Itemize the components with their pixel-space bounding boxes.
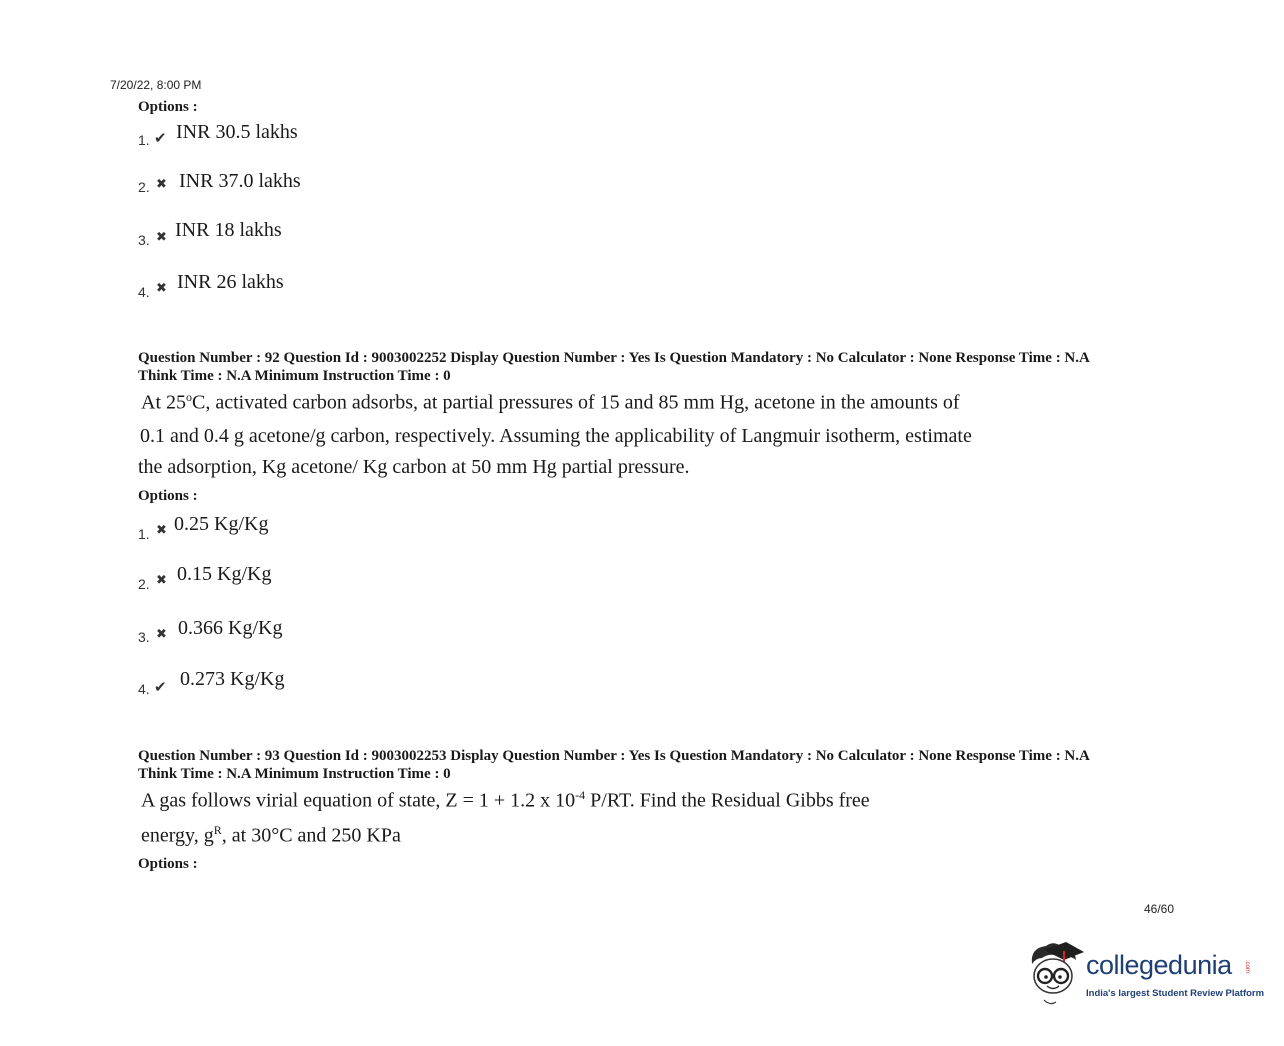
option-number: 4.: [138, 681, 150, 697]
cross-icon: ✖: [156, 177, 167, 192]
cross-icon: ✖: [156, 230, 167, 245]
question-meta-line: Think Time : N.A Minimum Instruction Time : 0: [138, 368, 451, 384]
option-number: 1.: [138, 132, 150, 148]
print-timestamp: 7/20/22, 8:00 PM: [110, 78, 202, 92]
option-text: INR 18 lakhs: [175, 219, 282, 241]
option-number: 3.: [138, 629, 150, 645]
question-text-line: At 25$^o$C, activated carbon adsorbs, at partial pressures of 15 and 85 mm Hg, acetone in the amounts of: [141, 390, 960, 414]
cross-icon: ✖: [156, 627, 167, 642]
option-number: 1.: [138, 526, 150, 542]
option-text: 0.273 Kg/Kg: [180, 668, 285, 690]
question-meta-line: Question Number : 93 Question Id : 9003002253 Display Question Number : Yes Is Question Mandatory : No Calculator : None Response Time : N.A: [138, 748, 1090, 764]
cross-icon: ✖: [156, 523, 167, 538]
option-number: 3.: [138, 232, 150, 248]
options-label: Options :: [138, 856, 198, 872]
logo-wordmark: collegedunia: [1086, 950, 1232, 980]
logo-com-suffix: .com: [1244, 960, 1250, 974]
question-meta-line: Question Number : 92 Question Id : 9003002252 Display Question Number : Yes Is Question Mandatory : No Calculator : None Response Time : N.A: [138, 350, 1090, 366]
collegedunia-logo: [1026, 938, 1265, 1010]
question-text-line: the adsorption, Kg acetone/ Kg carbon at 50 mm Hg partial pressure.: [138, 456, 690, 478]
page-number: 46/60: [1144, 902, 1175, 916]
mascot-icon: [1026, 938, 1086, 1010]
option-text: INR 30.5 lakhs: [176, 121, 298, 143]
option-text: 0.366 Kg/Kg: [178, 617, 283, 639]
cross-icon: ✖: [156, 573, 167, 588]
option-text: INR 26 lakhs: [177, 271, 284, 293]
check-icon: ✔: [154, 678, 167, 696]
option-number: 2.: [138, 576, 150, 592]
question-meta-line: Think Time : N.A Minimum Instruction Time : 0: [138, 766, 451, 782]
options-label: Options :: [138, 488, 198, 504]
option-text: INR 37.0 lakhs: [179, 170, 301, 192]
cross-icon: ✖: [156, 281, 167, 296]
options-label: Options :: [138, 99, 198, 115]
question-text-line: energy, $g^R$, at 30°C and 250 KPa: [141, 823, 401, 847]
option-number: 4.: [138, 284, 150, 300]
question-text-line: 0.1 and 0.4 g acetone/g carbon, respectively. Assuming the applicability of Langmuir isotherm, estimate: [140, 425, 972, 447]
check-icon: ✔: [154, 129, 167, 147]
question-text-line: A gas follows virial equation of state, Z = 1 + 1.2 x $10^{-4}$ P/RT. Find the Residual Gibbs free: [141, 788, 870, 812]
option-number: 2.: [138, 179, 150, 195]
option-text: 0.15 Kg/Kg: [177, 563, 272, 585]
option-text: 0.25 Kg/Kg: [174, 513, 269, 535]
logo-tagline: India's largest Student Review Platform: [1086, 988, 1265, 999]
